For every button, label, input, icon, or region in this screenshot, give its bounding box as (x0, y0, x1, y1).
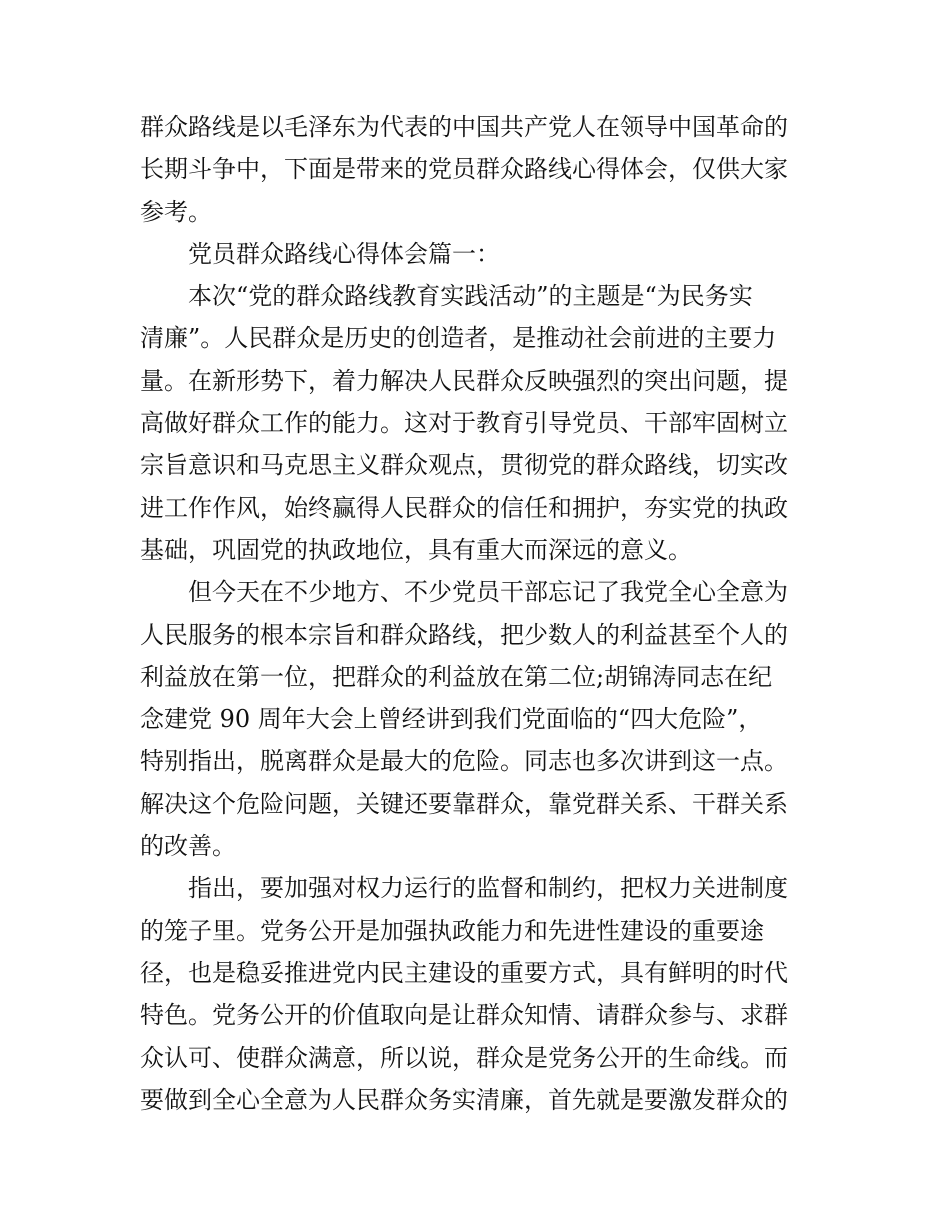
text-line: 特色。党务公开的价值取向是让群众知情、请群众参与、求群 (140, 1001, 788, 1030)
text-line: 高做好群众工作的能力。这对于教育引导党员、干部牢固树立 (140, 409, 788, 438)
text-line: 的改善。 (140, 832, 236, 861)
text-line: 特别指出，脱离群众是最大的危险。同志也多次讲到这一点。 (140, 747, 788, 776)
text-line: 利益放在第一位，把群众的利益放在第二位;胡锦涛同志在纪 (140, 662, 773, 691)
text-line: 本次“党的群众路线教育实践活动”的主题是“为民务实 (188, 282, 753, 311)
document-body (140, 106, 820, 1121)
text-line: 指出，要加强对权力运行的监督和制约，把权力关进制度 (188, 874, 788, 903)
text-line: 参考。 (140, 197, 212, 226)
text-line: 基础，巩固党的执政地位，具有重大而深远的意义。 (140, 535, 692, 564)
text-line: 众认可、使群众满意，所以说，群众是党务公开的生命线。而 (140, 1043, 788, 1072)
text-line: 清廉”。人民群众是历史的创造者，是推动社会前进的主要力 (140, 324, 777, 353)
text-line: 人民服务的根本宗旨和群众路线，把少数人的利益甚至个人的 (140, 620, 788, 649)
text-line: 量。在新形势下，着力解决人民群众反映强烈的突出问题，提 (140, 366, 788, 395)
text-line: 群众路线是以毛泽东为代表的中国共产党人在领导中国革命的 (140, 113, 788, 141)
text-line: 的笼子里。党务公开是加强执政能力和先进性建设的重要途 (140, 916, 764, 945)
text-line: 解决这个危险问题，关键还要靠群众，靠党群关系、干群关系 (140, 789, 788, 818)
text-line: 党员群众路线心得体会篇一： (188, 239, 500, 268)
text-line: 进工作作风，始终赢得人民群众的信任和拥护，夯实党的执政 (140, 493, 788, 522)
text-line: 宗旨意识和马克思主义群众观点，贯彻党的群众路线，切实改 (140, 451, 788, 480)
text-line: 径，也是稳妥推进党内民主建设的重要方式，具有鲜明的时代 (140, 958, 788, 987)
text-line: 要做到全心全意为人民群众务实清廉，首先就是要激发群众的 (140, 1085, 788, 1114)
text-line: 但今天在不少地方、不少党员干部忘记了我党全心全意为 (188, 578, 788, 607)
text-line: 长期斗争中，下面是带来的党员群众路线心得体会，仅供大家 (140, 155, 788, 184)
text-line: 念建党 90 周年大会上曾经讲到我们党面临的“四大危险”， (140, 705, 763, 734)
